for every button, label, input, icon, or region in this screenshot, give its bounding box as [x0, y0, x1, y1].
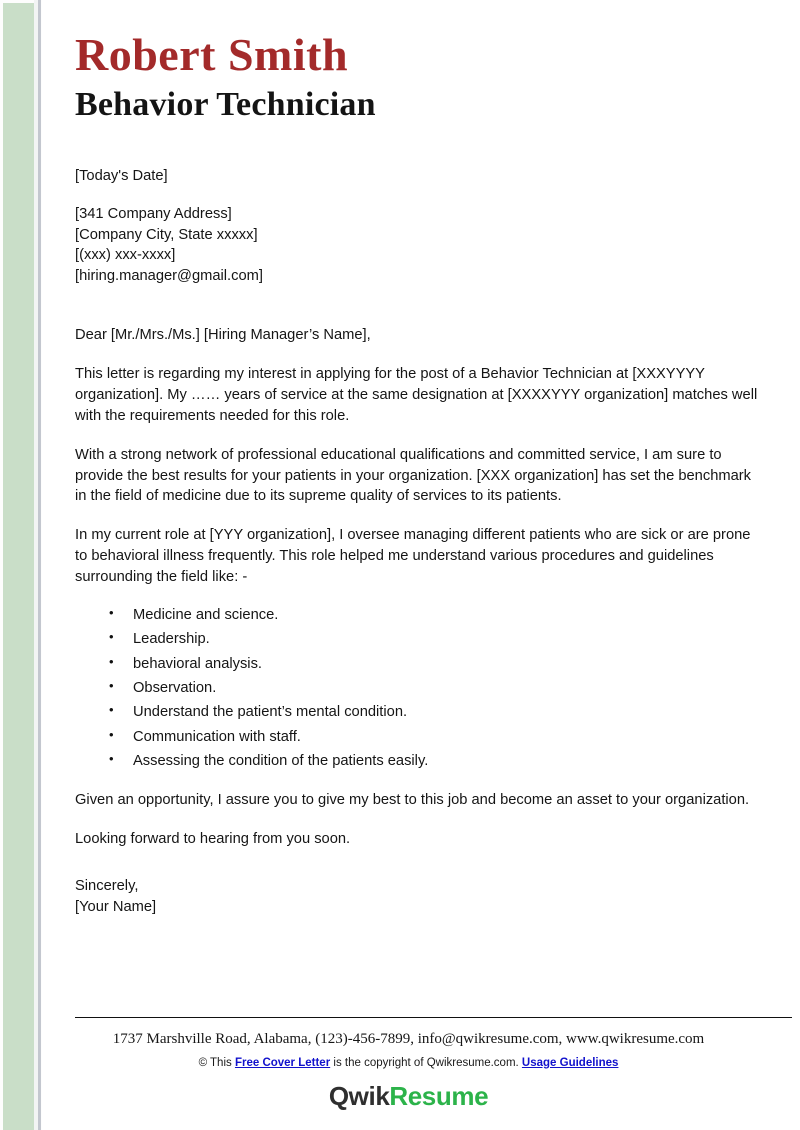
- list-item: [109, 751, 760, 772]
- bullet-icon: •: [109, 726, 114, 742]
- rail-divider-line: [38, 0, 41, 1130]
- body-paragraph-3: In my current role at [YYY organization], I oversee managing different patients who are sick or are prone to behavioral illness frequently. This role helped me understand various procedures and guidelines surrounding the field like: -: [75, 527, 751, 585]
- list-item: [109, 678, 760, 699]
- recipient-phone-line: [(xxx) xxx-xxxx]: [75, 247, 176, 264]
- qwikresume-logo: [42, 1069, 775, 1130]
- recipient-address-block: [75, 204, 760, 288]
- date-line: [Today's Date]: [75, 167, 168, 184]
- rail-green-band: [3, 3, 34, 1130]
- list-item: [109, 702, 760, 723]
- list-item-label: Communication with staff.: [133, 728, 301, 745]
- left-decorative-rail: [0, 0, 42, 1130]
- free-cover-letter-link[interactable]: Free Cover Letter: [234, 1057, 331, 1069]
- list-item-label: Observation.: [133, 680, 217, 696]
- list-item-label: behavioral analysis.: [133, 655, 262, 672]
- copyright-middle: is the copyright of Qwikresume.com.: [330, 1057, 522, 1069]
- applicant-name: Robert Smith: [75, 29, 349, 80]
- signature-name: [Your Name]: [75, 898, 157, 915]
- closing-line: Sincerely,: [75, 877, 139, 894]
- recipient-address-line: [Company City, State xxxxx]: [75, 226, 258, 243]
- usage-guidelines-link[interactable]: Usage Guidelines: [521, 1057, 619, 1069]
- list-item: [109, 604, 760, 626]
- signoff-block: [75, 876, 760, 918]
- applicant-job-title: Behavior Technician: [75, 85, 376, 123]
- logo-text-resume: Resume: [389, 1081, 489, 1111]
- list-item: [109, 629, 760, 650]
- recipient-address-line: [341 Company Address]: [75, 205, 232, 222]
- footer-copyright-line: [42, 1048, 775, 1069]
- list-item-label: Leadership.: [133, 631, 210, 648]
- recipient-email-line: [hiring.manager@gmail.com]: [75, 268, 263, 285]
- footer-contact-line: 1737 Marshville Road, Alabama, (123)-456-7899, info@qwikresume.com, www.qwikresume.com: [112, 1031, 705, 1047]
- bullet-icon: •: [109, 653, 114, 669]
- letter-page: [42, 0, 800, 1130]
- skills-list: [75, 605, 760, 772]
- bullet-icon: •: [109, 629, 114, 645]
- copyright-prefix: © This: [198, 1057, 235, 1069]
- list-item-label: Assessing the condition of the patients easily.: [133, 753, 429, 770]
- bullet-icon: •: [109, 678, 114, 693]
- bullet-icon: •: [109, 604, 114, 620]
- body-paragraph-2: With a strong network of professional educational qualifications and committed service, I am sure to provide the best results for your patients in your organization. [XXX organization] has set the benchmark in the field of medicine due to its supreme quality of services to its patients.: [75, 446, 751, 505]
- logo-text-qwik: Qwik: [328, 1081, 390, 1111]
- letter-header: [42, 0, 800, 124]
- list-item: [109, 726, 760, 748]
- bullet-icon: •: [109, 702, 114, 718]
- letter-body: [42, 166, 800, 918]
- salutation: Dear [Mr./Mrs./Ms.] [Hiring Manager’s Name],: [75, 327, 371, 344]
- bullet-icon: •: [109, 751, 114, 767]
- list-item-label: Medicine and science.: [133, 606, 279, 623]
- page-footer: [42, 1017, 800, 1130]
- body-paragraph-1: This letter is regarding my interest in applying for the post of a Behavior Technician at [XXXYYYY organization]. My …… years of service at the same designation at [XXXXYYY organization] matches well with the requirements needed for this role.: [75, 366, 758, 424]
- body-paragraph-5: Looking forward to hearing from you soon.: [75, 830, 351, 847]
- list-item-label: Understand the patient’s mental condition.: [133, 704, 408, 721]
- list-item: [109, 653, 760, 675]
- body-paragraph-4: Given an opportunity, I assure you to give my best to this job and become an asset to your organization.: [75, 792, 750, 808]
